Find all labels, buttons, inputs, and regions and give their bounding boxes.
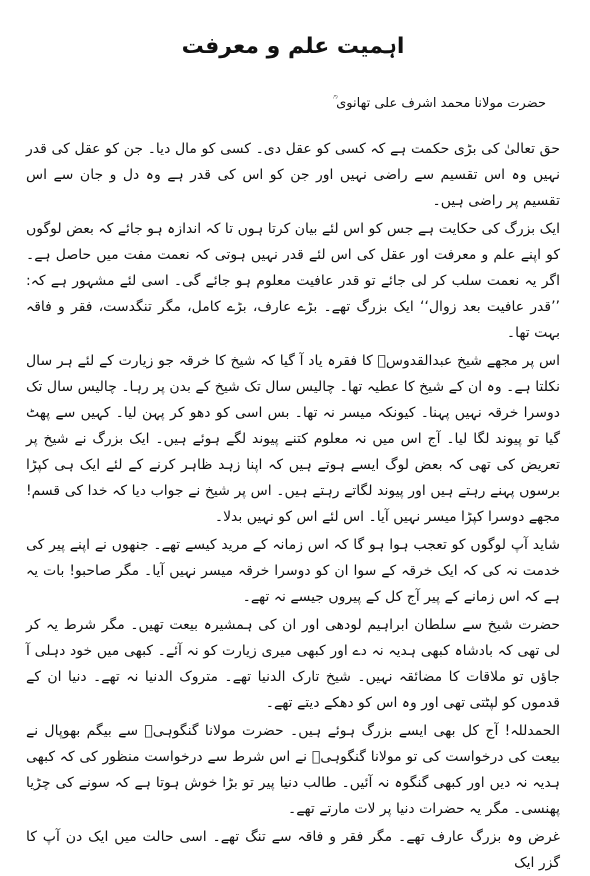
paragraph: حق تعالیٰ کی بڑی حکمت ہے کہ کسی کو عقل دی۔ کسی کو مال دیا۔ جن کو عقل کی قدر نہیں وہ اس تقسیم سے راضی نہیں اور جن کو اس کی قدر ہے وہ دل و جان سے اس تقسیم پر راضی ہیں۔: [26, 141, 560, 209]
article-title: اہمیت علم و معرفت: [181, 34, 405, 59]
article-body: [26, 136, 560, 876]
article-author: حضرت مولانا محمد اشرف علی تھانوی ؒ: [332, 96, 546, 111]
paragraph: اس پر مجھے شیخ عبدالقدوسؒ کا فقرہ یاد آ گیا کہ شیخ کا خرقہ جو زیارت کے لئے ہر سال نکلتا ہے۔ وہ ان کے شیخ کا عطیہ تھا۔ چالیس سال تک شیخ کے بدن پر رہا۔ چالیس سال تک دوسرا خرقہ نہیں پہنا۔ کیونکہ میسر نہ تھا۔ بس اسی کو دھو کر پہن لیا۔ کہیں سے پھٹ گیا تو پیوند لگا لیا۔ آج اس میں نہ معلوم کتنے پیوند لگے ہوئے ہیں۔ ایک بزرگ نے شیخ پر تعریض کی تھی کہ بعض لوگ ایسے ہوتے ہیں کہ اپنا زہد ظاہر کرنے کے لئے ایک ہی کپڑا برسوں پہنے رہتے ہیں اور پیوند لگاتے رہتے ہیں۔ اس پر شیخ نے جواب دیا کہ خدا کی قسم! مجھے دوسرا کپڑا میسر نہیں آیا۔ اس لئے اس کو نہیں بدلا۔: [26, 353, 560, 525]
paragraph: حضرت شیخ سے سلطان ابراہیم لودھی اور ان کی ہمشیرہ بیعت تھیں۔ مگر شرط یہ کر لی تھی کہ بادشاہ کبھی ہدیہ نہ دے اور کبھی میری زیارت کو نہ آئے۔ کبھی میں خود دہلی آ جاؤں تو ملاقات کا مضائقہ نہیں۔ شیخ تارک الدنیا تھے۔ متروک الدنیا نہ تھے۔ دنیا ان کے قدموں کو لپٹتی تھی اور وہ اس کو دھکے دیتے تھے۔: [26, 617, 560, 711]
paragraph: الحمدللہ! آج کل بھی ایسے بزرگ ہوئے ہیں۔ حضرت مولانا گنگوہیؒ سے بیگم بھوپال نے بیعت کی درخواست کی تو مولانا گنگوہیؒ نے اس شرط سے درخواست منظور کی کہ کبھی ہدیہ نہ دیں اور کبھی گنگوہ نہ آئیں۔ طالب دنیا پیر تو بڑا خوش ہوتا ہے کہ سونے کی چڑیا پھنسی۔ مگر یہ حضرات دنیا پر لات مارتے تھے۔: [26, 723, 560, 817]
paragraph: شاید آپ لوگوں کو تعجب ہوا ہو گا کہ اس زمانہ کے مرید کیسے تھے۔ جنھوں نے اپنے پیر کی خدمت نہ کی کہ ایک خرقہ کے سوا ان کو دوسرا خرقہ میسر نہیں آیا۔ مگر صاحبو! بات یہ ہے کہ اس زمانے کے پیر آج کل کے پیروں جیسے نہ تھے۔: [26, 537, 560, 605]
paragraph: غرض وہ بزرگ عارف تھے۔ مگر فقر و فاقہ سے تنگ تھے۔ اسی حالت میں ایک دن آپ کا گزر ایک: [26, 829, 560, 871]
paragraph: ایک بزرگ کی حکایت ہے جس کو اس لئے بیان کرتا ہوں تا کہ اندازہ ہو جائے کہ بعض لوگوں کو اپنے علم و معرفت اور عقل کی اس لئے قدر نہیں ہوتی کہ نعمت مفت میں حاصل ہے۔ اگر یہ نعمت سلب کر لی جائے تو قدر عافیت معلوم ہو جائے گی۔ اسی لئے مشہور ہے کہ: ’’قدر عافیت بعد زوال‘‘ ایک بزرگ تھے۔ بڑے عارف، بڑے کامل، مگر تنگدست، فقر و فاقہ بہت تھا۔: [26, 221, 560, 341]
